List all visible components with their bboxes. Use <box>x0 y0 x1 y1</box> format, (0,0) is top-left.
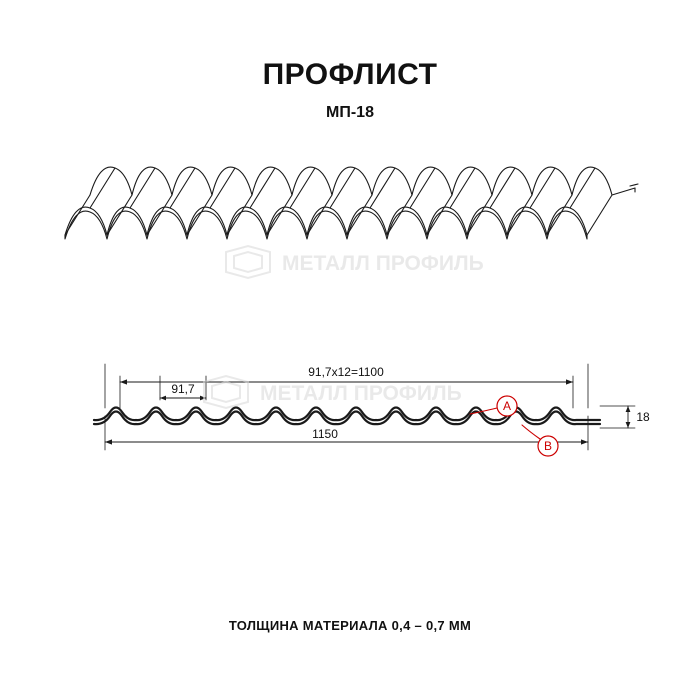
material-thickness-note: ТОЛЩИНА МАТЕРИАЛА 0,4 – 0,7 ММ <box>228 618 472 633</box>
dim-wave-pitch: 91,7 <box>171 382 195 396</box>
callout-b <box>522 425 558 456</box>
model-label: МП-18 <box>326 104 374 121</box>
dim-height: 18 <box>636 410 650 424</box>
page-title: ПРОФЛИСТ <box>262 58 438 91</box>
dim-total-width: 1150 <box>312 427 338 441</box>
watermark-text: МЕТАЛЛ ПРОФИЛЬ <box>260 382 462 405</box>
callout-a-label: A <box>502 399 512 413</box>
section-dimension-drawing <box>60 350 660 480</box>
callout-b-label: B <box>543 439 553 453</box>
watermark-text: МЕТАЛЛ ПРОФИЛЬ <box>282 252 484 275</box>
isometric-sheet-drawing <box>60 140 660 300</box>
dim-working-width: 91,7х12=1100 <box>308 365 384 379</box>
callout-a <box>470 396 517 416</box>
